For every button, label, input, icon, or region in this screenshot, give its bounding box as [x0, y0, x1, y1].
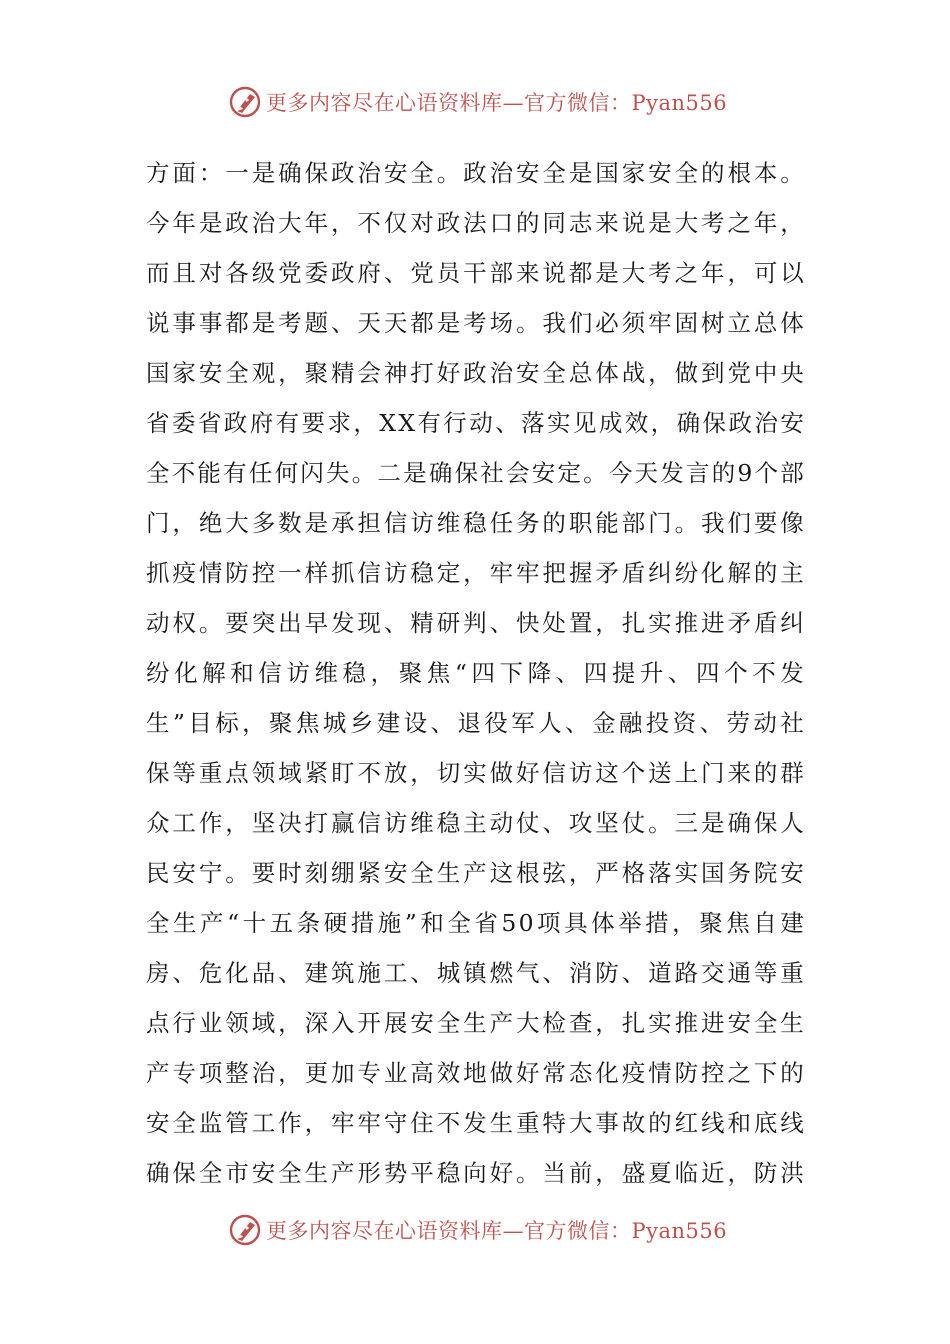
body-line: 抓疫情防控一样抓信访稳定，牢牢把握矛盾纠纷化解的主 [146, 559, 806, 587]
body-line: 房、危化品、建筑施工、城镇燃气、消防、道路交通等重 [146, 959, 806, 987]
body-line: 全生产“十五条硬措施”和全省50项具体举措，聚焦自建 [146, 909, 806, 937]
body-line: 说事事都是考题、天天都是考场。我们必须牢固树立总体 [146, 309, 806, 337]
body-line: 省委省政府有要求，XX有行动、落实见成效，确保政治安 [146, 409, 806, 437]
body-line: 而且对各级党委政府、党员干部来说都是大考之年，可以 [146, 259, 806, 287]
body-line: 民安宁。要时刻绷紧安全生产这根弦，严格落实国务院安 [146, 859, 806, 887]
body-line: 确保全市安全生产形势平稳向好。当前，盛夏临近，防洪 [146, 1159, 806, 1187]
header-banner-text: 更多内容尽在心语资料库—官方微信：Pyan556 [266, 91, 728, 115]
body-line: 门，绝大多数是承担信访维稳任务的职能部门。我们要像 [146, 509, 806, 537]
body-line: 纷化解和信访维稳，聚焦“四下降、四提升、四个不发 [146, 659, 806, 687]
footer-banner-text: 更多内容尽在心语资料库—官方微信：Pyan556 [266, 1219, 728, 1243]
body-line: 产专项整治，更加专业高效地做好常态化疫情防控之下的 [146, 1059, 806, 1087]
pen-nib-logo-icon [228, 85, 262, 119]
body-line: 安全监管工作，牢牢守住不发生重特大事故的红线和底线 [146, 1109, 806, 1137]
body-line: 生”目标，聚焦城乡建设、退役军人、金融投资、劳动社 [146, 709, 806, 737]
body-line: 方面：一是确保政治安全。政治安全是国家安全的根本。 [146, 159, 806, 187]
body-line: 今年是政治大年，不仅对政法口的同志来说是大考之年， [146, 209, 806, 237]
body-line: 动权。要突出早发现、精研判、快处置，扎实推进矛盾纠 [146, 609, 806, 637]
body-line: 全不能有任何闪失。二是确保社会安定。今天发言的9个部 [146, 459, 806, 487]
body-line: 保等重点领域紧盯不放，切实做好信访这个送上门来的群 [146, 759, 806, 787]
pen-nib-logo-icon [228, 1213, 262, 1247]
header-banner [228, 82, 728, 122]
footer-banner [228, 1210, 728, 1250]
body-line: 众工作，坚决打赢信访维稳主动仗、攻坚仗。三是确保人 [146, 809, 806, 837]
body-line: 国家安全观，聚精会神打好政治安全总体战，做到党中央 [146, 359, 806, 387]
body-line: 点行业领域，深入开展安全生产大检查，扎实推进安全生 [146, 1009, 806, 1037]
body-text [146, 148, 806, 1198]
